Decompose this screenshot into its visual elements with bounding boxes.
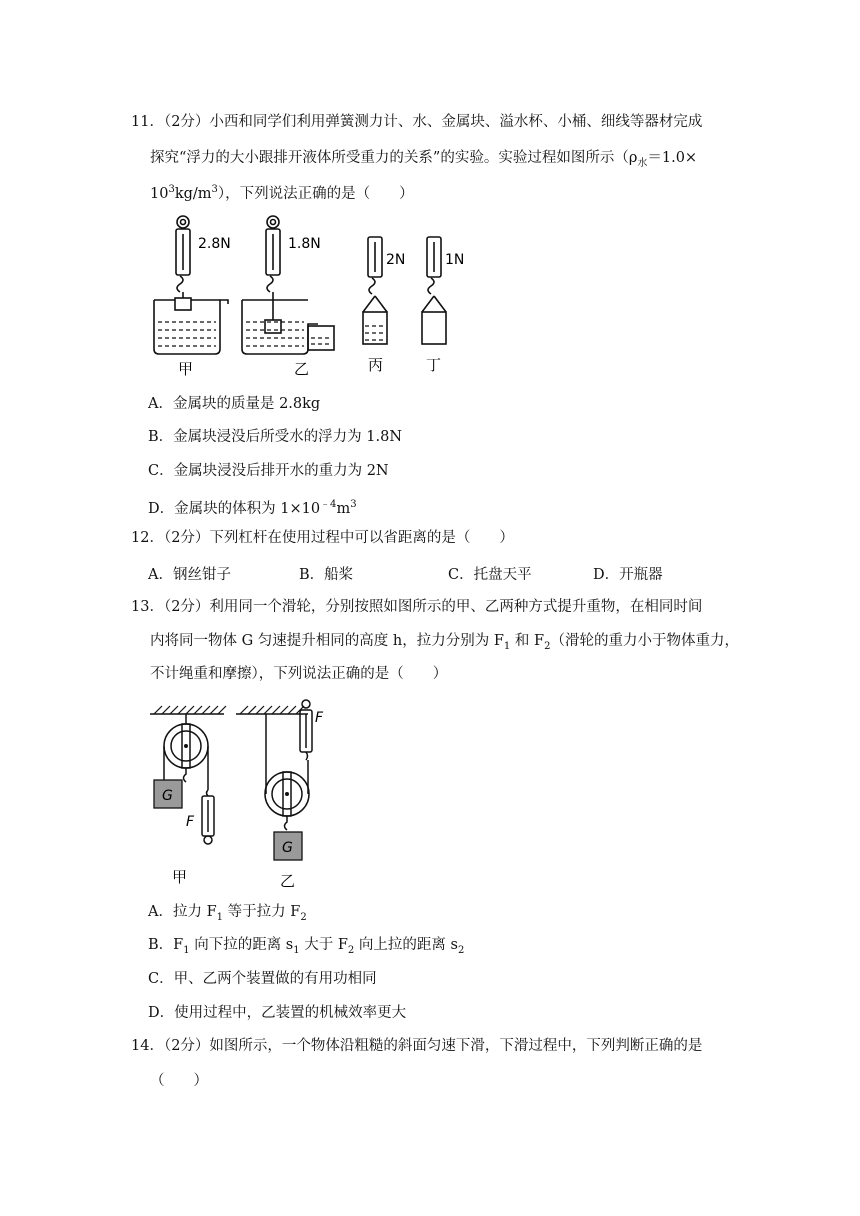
spring-scale-ding: [427, 237, 441, 294]
q11-option-d: D．金属块的体积为 $1\times 10^{﹣4}m^3$: [148, 499, 357, 517]
q13-option-a: A．拉力 $F_1$ 等于拉力 $F_2$: [148, 904, 307, 923]
q13-stem-line1: 13．（2分）利用同一个滑轮，分别按照如图所示的甲、乙两种方式提升重物，在相同时间: [131, 599, 703, 615]
reading-jia: 2.8N: [198, 236, 231, 252]
label-bing: 丙: [368, 356, 384, 374]
label-jia-13: 甲: [172, 868, 188, 886]
spring-scale-jia: [176, 216, 190, 292]
spring-scale-bing: [368, 237, 382, 294]
q11-option-c: C．金属块浸没后排开水的重力为 2N: [148, 463, 389, 479]
q11-option-a: A．金属块的质量是 2.8kg: [148, 396, 321, 412]
q13-pulley-figure: [148, 694, 348, 889]
reading-bing: 2N: [386, 252, 406, 268]
spring-scale-yi: [266, 216, 280, 292]
q11-buoyancy-figure: [150, 212, 480, 380]
label-yi: 乙: [294, 360, 310, 378]
q14-stem-line2: （ ）: [150, 1073, 208, 1089]
q13-option-c: C．甲、乙两个装置做的有用功相同: [148, 971, 377, 987]
q11-stem-line3: $10^3kg/m^3$），下列说法正确的是（ ）: [150, 184, 414, 202]
q14-stem-line1: 14．（2分）如图所示，一个物体沿粗糙的斜面匀速下滑，下滑过程中，下列判断正确的是: [131, 1038, 703, 1054]
q12-option-a: A．钢丝钳子: [148, 567, 231, 583]
weight-label-jia: G: [162, 788, 173, 804]
q12-option-c: C．托盘天平: [448, 567, 532, 583]
q12-option-b: B．船桨: [299, 567, 354, 583]
q13-option-b: B．$F_1$ 向下拉的距离 $s_1$ 大于 $F_2$ 向上拉的距离 $s_2$: [148, 937, 465, 956]
q12-option-d: D．开瓶器: [593, 567, 663, 583]
q13-stem-line3: 不计绳重和摩擦），下列说法正确的是（ ）: [150, 666, 448, 682]
weight-label-yi: G: [282, 840, 293, 856]
q12-options: [148, 563, 708, 583]
q11-stem-line2: 探究“浮力的大小跟排开液体所受重力的关系”的实验。实验过程如图所示（$\rho_水=1.0\times$: [150, 150, 698, 169]
q12-stem: 12．（2分）下列杠杆在使用过程中可以省距离的是（ ）: [131, 530, 514, 546]
reading-ding: 1N: [445, 252, 465, 268]
label-yi-13: 乙: [280, 872, 296, 889]
label-jia: 甲: [178, 360, 194, 378]
label-ding: 丁: [426, 356, 442, 374]
q13-option-d: D．使用过程中，乙装置的机械效率更大: [148, 1005, 407, 1021]
q11-option-b: B．金属块浸没后所受水的浮力为 1.8N: [148, 429, 403, 445]
reading-yi: 1.8N: [288, 236, 321, 252]
q13-stem-line2: 内将同一物体 G 匀速提升相同的高度 h，拉力分别为 $F_1$ 和 $F_2$（滑轮的重力小于物体重力，: [150, 633, 739, 652]
q11-stem-line1: 11．（2分）小西和同学们利用弹簧测力计、水、金属块、溢水杯、小桶、细线等器材完成: [131, 114, 703, 130]
force-label-yi: F: [315, 710, 324, 726]
force-label-jia: F: [186, 814, 195, 830]
